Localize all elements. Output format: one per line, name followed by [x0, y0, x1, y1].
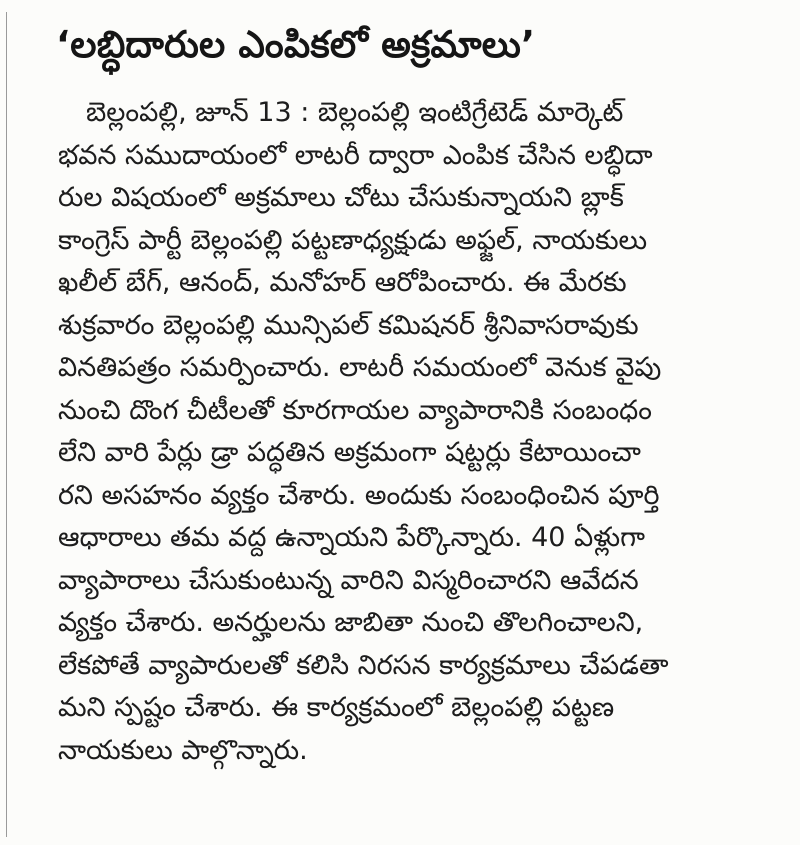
column-divider — [6, 12, 7, 837]
body-line: ఆధారాలు తమ వద్ద ఉన్నాయని పేర్కొన్నారు. 40 ఏళ్లుగా — [58, 522, 645, 553]
body-line: శుక్రవారం బెల్లంపల్లి మున్సిపల్ కమిషనర్ శ్రీనివాసరావుకు — [58, 309, 639, 341]
body-line: లేకపోతే వ్యాపారులతో కలిసి నిరసన కార్యక్రమాలు చేపడతా — [58, 649, 669, 681]
body-line: వ్యక్తం చేశారు. అనర్హులను జాబితా నుంచి తొలగించాలని, — [58, 607, 644, 638]
body-line: నాయకులు పాల్గొన్నారు. — [58, 734, 308, 766]
body-line: బెల్లంపల్లి, జూన్ 13 : బెల్లంపల్లి ఇంటిగ్రేటెడ్ మార్కెట్ — [86, 97, 624, 128]
article-headline: ‘లబ్ధిదారుల ఎంపికలో అక్రమాలు’ — [56, 23, 536, 66]
article-body — [58, 92, 778, 772]
body-line: కాంగ్రెస్ పార్టీ బెల్లంపల్లి పట్టణాధ్యక్షుడు అఫ్జల్, నాయకులు — [58, 224, 648, 256]
body-line: రని అసహనం వ్యక్తం చేశారు. అందుకు సంబంధించిన పూర్తి — [58, 479, 660, 511]
body-line: రుల విషయంలో అక్రమాలు చోటు చేసుకున్నాయని బ్లాక్ — [58, 182, 624, 213]
body-line: లేని వారి పేర్లు డ్రా పద్ధతిన అక్రమంగా షట్టర్లు కేటాయించా — [58, 437, 641, 468]
body-line: వ్యాపారాలు చేసుకుంటున్న వారిని విస్మరించారని ఆవేదన — [58, 564, 639, 596]
body-line: మని స్పష్టం చేశారు. ఈ కార్యక్రమంలో బెల్లంపల్లి పట్టణ — [58, 692, 615, 723]
body-line: వినతిపత్రం సమర్పించారు. లాటరీ సమయంలో వెనుక వైపు — [58, 352, 662, 383]
body-line: ఖలీల్ బేగ్, ఆనంద్, మనోహర్ ఆరోపించారు. ఈ మేరకు — [58, 267, 627, 298]
body-line: భవన సముదాయంలో లాటరీ ద్వారా ఎంపిక చేసిన లబ్ధిదా — [58, 139, 653, 171]
body-line: నుంచి దొంగ చీటీలతో కూరగాయల వ్యాపారానికి సంబంధం — [58, 394, 652, 426]
